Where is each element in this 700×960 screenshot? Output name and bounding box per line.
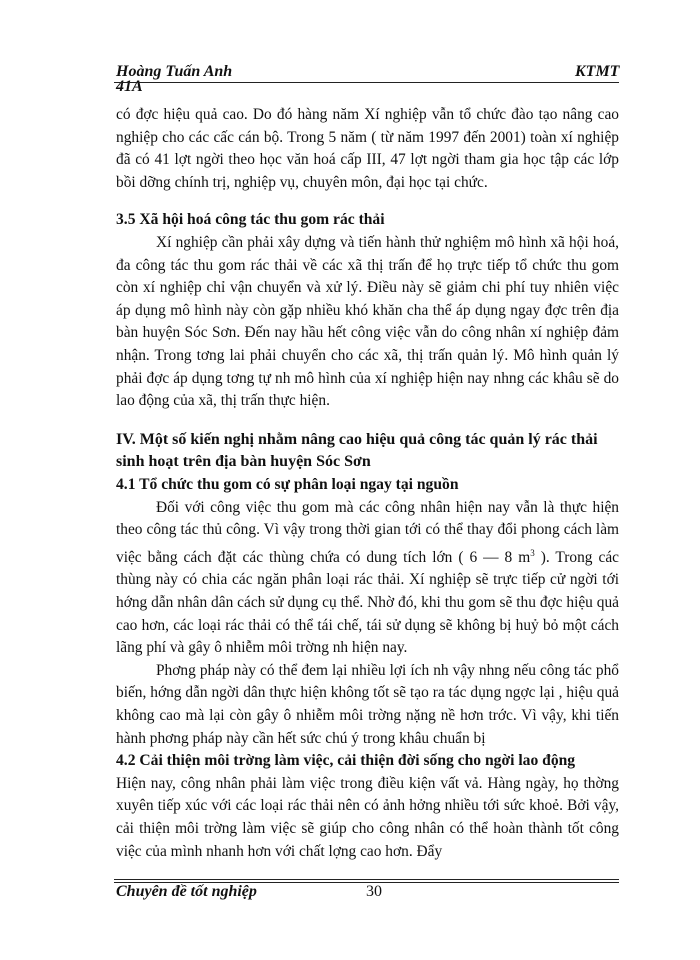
section-4-2-paragraph: Hiện nay, công nhân phải làm việc trong điều kiện vất vả. Hàng ngày, họ thờng xuyên tiếp xúc với các loại rác thải nên có ảnh hởng nhiều tới sức khoẻ. Bởi vậy, cải thiện môi trờng làm việc sẽ giúp cho công nhân có thể hoàn thành tốt công việc của mình nhanh hơn với chất lợng cao hơn. Đẩy: [116, 774, 619, 860]
header-class: 41A: [116, 78, 143, 95]
section-iv-heading-line2: sinh hoạt trên địa bàn huyện Sóc Sơn: [116, 453, 371, 471]
section-4-1-paragraph-2: Phơng pháp này có thể đem lại nhiều lợi ích nh vậy nhng nếu công tác phổ biến, hớng dẫn ngời dân thực hiện không tốt sẽ tạo ra tác dụng ngợc lại , hiệu quả không cao mà lại còn gây ô nhiễm môi trờng nặng nề hơn trớc. Vì vậy, khi tiến hành phơng pháp này cần hết sức chú ý trong khâu chuẩn bị: [116, 661, 619, 747]
header-department: KTMT: [575, 63, 620, 80]
header-rule: [114, 82, 619, 83]
section-3-5-paragraph: Xí nghiệp cần phải xây dựng và tiến hành thử nghiệm mô hình xã hội hoá, đa công tác thu gom rác thải về các xã thị trấn để họ trực tiếp tổ chức thu gom còn xí nghiệp chỉ vận chuyển và xử lý. Điều này sẽ giảm chi phí tuy nhiên việc áp dụng mô hình này còn gặp nhiều khó khăn cha thể áp dụng ngay đợc trên địa bàn huyện Sóc Sơn. Đến nay hầu hết công việc vẫn do công nhân xí nghiệp đảm nhận. Trong tơng lai phải chuyển cho các xã, thị trấn quản lý. Mô hình quản lý phải đợc áp dụng tơng tự nh mô hình của xí nghiệp hiện nay nhng các khâu sẽ do lao động của xã, thị trấn thực hiện.: [116, 233, 619, 410]
section-4-1-paragraph-1: Đối với công việc thu gom mà các công nhân hiện nay vẫn là thực hiện theo công tác thủ công. Vì vậy trong thời gian tới có thể thay đổi phong cách làm việc bằng cách đặt các thùng chứa có dung tích lớn ( 6 — 8 $m^3$ ). Trong các thùng này có chia các ngăn phân loại rác thải. Xí nghiệp sẽ trực tiếp cử ngời tới hớng dẫn nhân dân cách sử dụng cụ thể. Nhờ đó, khi thu gom sẽ thu đợc hiệu quả cao hơn, các loại rác thải có thể tái chế, tái sử dụng sẽ không bị huỷ bỏ một cách lãng phí và gây ô nhiễm môi trờng nh hiện nay.: [116, 498, 619, 657]
section-3-5-heading: 3.5 Xã hội hoá công tác thu gom rác thải: [116, 211, 385, 229]
section-iv-heading-line1: IV. Một số kiến nghị nhằm nâng cao hiệu quả công tác quản lý rác thải: [116, 430, 598, 448]
section-4-2-heading: 4.2 Cải thiện môi trờng làm việc, cải thiện đời sống cho ngời lao động: [116, 752, 576, 770]
intro-paragraph: có đợc hiệu quả cao. Do đó hàng năm Xí nghiệp vẫn tổ chức đào tạo nâng cao nghiệp cho các cấc cán bộ. Trong 5 năm ( từ năm 1997 đến 2001) toàn xí nghiệp đã có 41 lợt ngời theo học văn hoá cấp III, 47 lợt ngời tham gia học tập các lớp bồi dỡng chính trị, nghiệp vụ, chuyên môn, đại học tại chức.: [116, 106, 619, 191]
page-body: [116, 104, 619, 863]
footer-title: Chuyên đề tốt nghiệp: [116, 883, 257, 900]
section-4-1-heading: 4.1 Tổ chức thu gom có sự phân loại ngay tại nguồn: [116, 475, 459, 493]
page-number: 30: [366, 883, 382, 900]
header-author: Hoàng Tuấn Anh: [116, 63, 233, 80]
footer-rule: [114, 879, 619, 880]
